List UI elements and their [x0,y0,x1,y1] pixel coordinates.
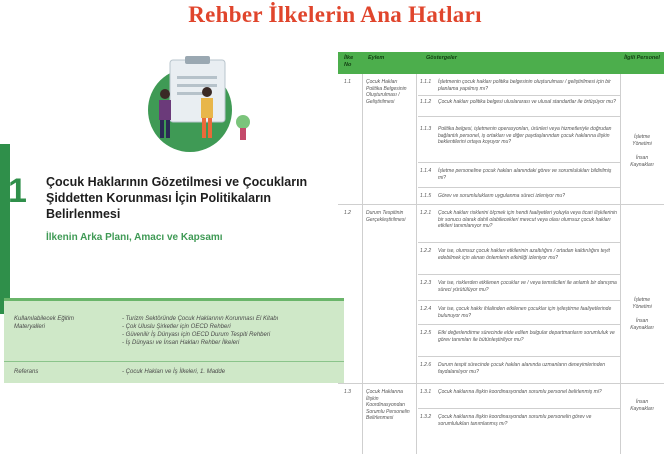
indicator-text: Çocuk haklarına ilişkin koordinasyondan sorumlu personelin görev ve sorumlulukları tanımlanmış mı? [438,414,592,427]
indicator-divider [418,408,620,409]
indicator-number: 1.3.1 [420,389,432,395]
indicator-divider [418,356,620,357]
indicator-table [338,52,668,454]
row-action: Çocuk Haklarına İlişkin Koordinasyondan Sorumlu Personelin Belirlenmesi [366,389,410,421]
reference-value: - Çocuk Hakları ve İş İlkeleri, 1. Madde [122,369,226,375]
staff-cell [624,134,660,168]
row-action: Çocuk Hakları Politika Belgesinin Oluşturulması / Geliştirilmesi [366,79,407,105]
indicator-number: 1.1.3 [420,126,432,132]
chapter-accent-bar [0,144,10,314]
column-divider [362,74,363,454]
info-divider [4,361,344,362]
row-divider [338,383,664,384]
reference-label: Referans [14,369,39,375]
indicator-number: 1.1.1 [420,79,432,85]
staff-cell [624,399,660,412]
indicator-divider [418,116,620,117]
indicator-text: Var ise, risklerden etkilenen çocuklar ve / veya temsilcileri ile anlamlı bir danışma süreci yürütülüyor mu? [438,280,617,293]
staff-label: İnsan Kaynakları [630,155,654,168]
row-number: 1.3 [344,389,351,395]
indicator-number: 1.2.2 [420,248,432,254]
column-divider [416,74,417,454]
indicator-divider [418,95,620,96]
row-divider [338,204,664,205]
indicator-divider [418,187,620,188]
row-action: Durum Tespitinin Gerçekleştirilmesi [366,210,406,223]
left-document-page [0,52,345,452]
indicator-text: Durum tespit sürecinde çocuk hakları alanında uzmanların deneyimlerinden faydalanılıyor mu? [438,362,606,375]
indicator-divider [418,162,620,163]
indicator-divider [418,242,620,243]
indicator-number: 1.3.2 [420,414,432,420]
material-item: - Turizm Sektöründe Çocuk Haklarının Korunması El Kitabı [122,316,279,322]
indicator-divider [418,300,620,301]
indicator-text: Çocuk haklarına ilişkin koordinasyondan sorumlu personel belirlenmiş mi? [438,389,602,395]
staff-label: İnsan Kaynakları [630,399,654,412]
material-item: - Güvenilir İş Dünyası için OECD Durum Tespiti Rehberi [122,332,271,338]
staff-label: İnsan Kaynakları [630,318,654,331]
indicator-number: 1.1.4 [420,168,432,174]
indicator-text: Görev ve sorumlulukların uygulanma süreci izleniyor mu? [438,193,565,199]
indicator-text: Etki değerlendirme sürecinde elde edilen bulgular departmanların sorumluluk ve görev tanımları ile bütünleştiriliyor mu? [438,330,615,343]
indicator-divider [418,324,620,325]
header-staff: İlgili Personel [624,55,660,61]
indicator-divider [418,274,620,275]
indicator-text: Var ise, çocuk hakkı ihlalinden etkilenen çocuklar için iyileştirme faaliyetlerinde bulunuyor mu? [438,306,612,319]
indicator-number: 1.1.2 [420,99,432,105]
material-item: - Çok Uluslu Şirketler için OECD Rehberi [122,324,231,330]
row-number: 1.1 [344,79,351,85]
indicator-text: Çocuk hakları politika belgesi uluslararası ve ulusal standartlar ile örtüşüyor mu? [438,99,616,105]
row-number: 1.2 [344,210,351,216]
clipboard-people-illustration [115,52,265,152]
indicator-number: 1.1.5 [420,193,432,199]
heading-line-2: Şiddetten Korunması İçin Politikaların Belirlenmesi [46,191,272,221]
indicator-number: 1.2.4 [420,306,432,312]
materials-list [122,315,342,347]
staff-label: İşletme Yönetimi [632,134,652,147]
column-divider [620,74,621,454]
header-indicators: Göstergeler [426,55,457,61]
chapter-number: 1 [8,172,27,210]
indicator-text: Çocuk hakları risklerini ölçmek için hendi faaliyetleri yoluyla veya ticari ilişkilerinin bir sonucu olarak dahil olabilecekleri mevcut veya olası olumsuz çocuk hakları etkileri tanımlanıyor mu? [438,210,617,229]
indicator-text: İşletmenin çocuk hakları politika belgesinin oluşturulması / geliştirilmesi için bir planlama yapılmış mı? [438,79,611,92]
indicator-number: 1.2.1 [420,210,432,216]
indicator-text: Var ise, olumsuz çocuk hakları etkilerinin azaltılığını / ortadan kaldırılığını teyit edebilmek için alınan önlemlerin etkinliği izleniyor mu? [438,248,610,261]
indicator-text: Politika belgesi, işletmenin operasyonları, ürünleri veya hizmetleriyle doğrudan bağlantılı personel, iş ortakları ve diğer paydaşlarından çocuk haklarına ilişkin beklentilerini ortaya koyuyor mu? [438,126,612,145]
heading-line-1: Çocuk Haklarının Gözetilmesi ve Çocukların [46,175,308,189]
info-box [4,298,344,383]
table-header [338,52,664,74]
principle-subheading: İlkenin Arka Planı, Amacı ve Kapsamı [46,232,223,243]
indicator-text: İşletme personeline çocuk hakları alanındaki görev ve sorumlulukları bildirilmiş mi? [438,168,612,181]
indicator-number: 1.2.5 [420,330,432,336]
staff-label: İşletme Yönetimi [632,297,652,310]
header-action: Eylem [368,55,385,61]
principle-heading [46,174,346,222]
indicator-number: 1.2.6 [420,362,432,368]
material-item: - İş Dünyası ve İnsan Hakları Rehber İlkeleri [122,340,240,346]
header-principle-no: İlke No [344,55,354,68]
materials-label: Kullanılabilecek Eğitim Materyalleri [14,316,75,330]
page-title: Rehber İlkelerin Ana Hatları [188,2,482,27]
staff-cell [624,297,660,331]
indicator-number: 1.2.3 [420,280,432,286]
